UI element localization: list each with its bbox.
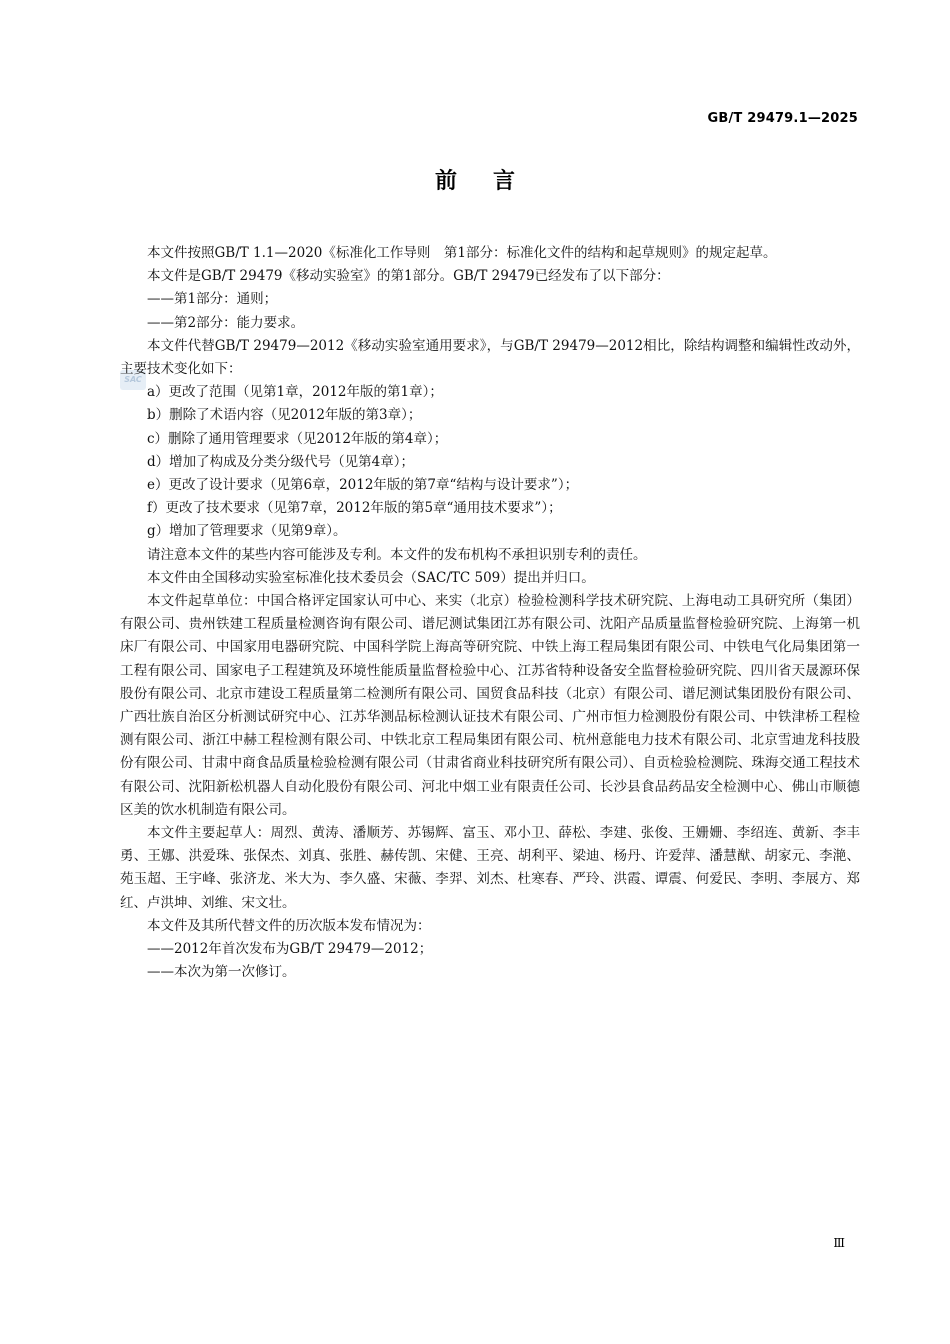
history-item-2012: ——2012年首次发布为GB/T 29479—2012； (147, 941, 433, 958)
list-item-part-2: ——第2部分：能力要求。 (147, 314, 305, 331)
change-item-a: a）更改了范围（见第1章，2012年版的第1章）； (147, 384, 443, 401)
paragraph-patent-notice: 请注意本文件的某些内容可能涉及专利。本文件的发布机构不承担识别专利的责任。 (147, 546, 647, 563)
foreword-body (120, 242, 860, 985)
change-item-e: e）更改了设计要求（见第6章，2012年版的第7章“结构与设计要求”）； (147, 477, 579, 494)
change-item-d: d）增加了构成及分类分级代号（见第4章）； (147, 453, 414, 470)
standard-number: GB/T 29479.1—2025 (707, 111, 858, 126)
change-item-c: c）删除了通用管理要求（见2012年版的第4章）； (147, 430, 448, 447)
history-item-current: ——本次为第一次修订。 (147, 964, 296, 981)
paragraph-drafting-units: 本文件起草单位：中国合格评定国家认可中心、来实（北京）检验检测科学技术研究院、上海电动工具研究所（集团）有限公司、贵州铁建工程质量检测咨询有限公司、谱尼测试集团江苏有限公司、沈阳产品质量监督检验研究院、上海第一机床厂有限公司、中国家用电器研究院、中国科学院上海高等研究院、中铁上海工程局集团有限公司、中铁电气化局集团第一工程有限公司、国家电子工程建筑及环境性能质量监督检验中心、江苏省特种设备安全监督检验研究院、四川省天晟源环保股份有限公司、北京市建设工程质量第二检测所有限公司、国贸食品科技（北京）有限公司、谱尼测试集团股份有限公司、广西壮族自治区分析测试研究中心、江苏华测品标检测认证技术有限公司、广州市恒力检测股份有限公司、中铁津桥工程检测有限公司、浙江中赫工程检测有限公司、中铁北京工程局集团有限公司、杭州意能电力技术有限公司、北京雪迪龙科技股份有限公司、甘肃中商食品质量检验检测有限公司（甘肃省商业科技研究所有限公司）、自贡检验检测院、珠海交通工程技术有限公司、沈阳新松机器人自动化股份有限公司、河北中烟工业有限责任公司、长沙县食品药品安全检测中心、佛山市顺德区美的饮水机制造有限公司。 (120, 593, 860, 818)
sac-watermark-logo: SAC (120, 370, 146, 390)
paragraph-drafting-rules: 本文件按照GB/T 1.1—2020《标准化工作导则 第1部分：标准化文件的结构和起草规则》的规定起草。 (147, 245, 777, 261)
paragraph-drafters: 本文件主要起草人：周烈、黄涛、潘顺芳、苏锡辉、富玉、邓小卫、薛松、李建、张俊、王姗姗、李绍连、黄新、李丰勇、王娜、洪爱珠、张保杰、刘真、张胜、赫传凯、宋健、王亮、胡利平、梁迪、杨丹、许爱萍、潘慧猷、胡家元、李滟、苑玉超、王宇峰、张济龙、米大为、李久盛、宋薇、李羿、刘杰、杜寒春、严玲、洪霞、谭震、何爱民、李明、李展方、郑红、卢洪坤、刘维、宋文壮。 (120, 825, 860, 911)
change-item-f: f）更改了技术要求（见第7章，2012年版的第5章“通用技术要求”）； (147, 500, 562, 517)
page-number: Ⅲ (833, 1236, 845, 1250)
change-item-b: b）删除了术语内容（见2012年版的第3章）； (147, 407, 422, 424)
paragraph-history-intro: 本文件及其所代替文件的历次版本发布情况为： (147, 917, 431, 934)
paragraph-committee: 本文件由全国移动实验室标准化技术委员会（SAC/TC 509）提出并归口。 (147, 569, 595, 586)
list-item-part-1: ——第1部分：通则； (147, 291, 278, 308)
change-item-g: g）增加了管理要求（见第9章）。 (147, 523, 347, 540)
paragraph-part-intro: 本文件是GB/T 29479《移动实验室》的第1部分。GB/T 29479已经发布了以下部分： (147, 268, 670, 285)
page-title: 前言 (434, 169, 551, 194)
paragraph-replacement: 本文件代替GB/T 29479—2012《移动实验室通用要求》，与GB/T 29479—2012相比，除结构调整和编辑性改动外，主要技术变化如下： (120, 337, 860, 378)
